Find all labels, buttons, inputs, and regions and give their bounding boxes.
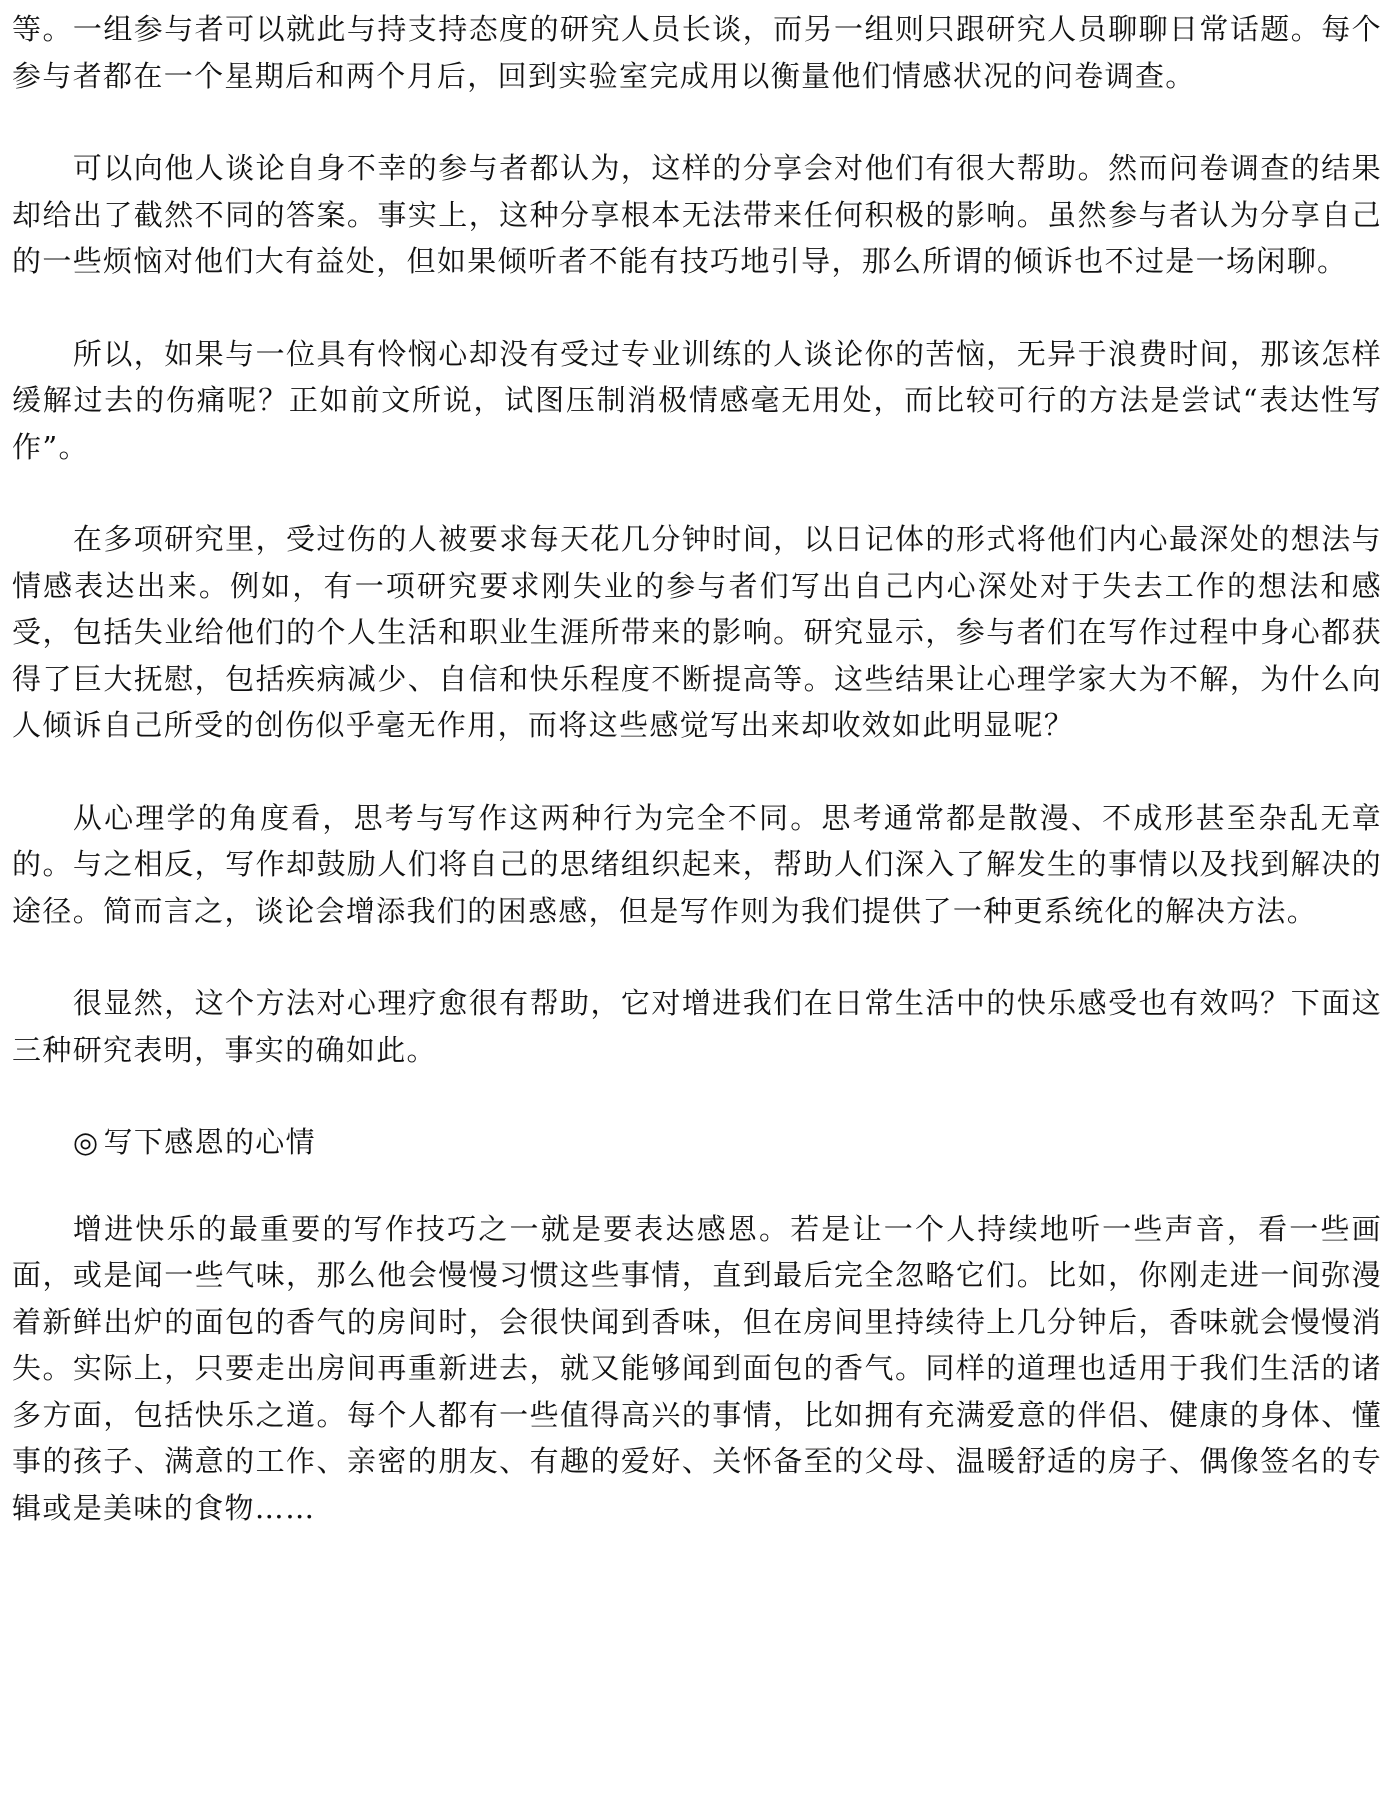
paragraph-2: 可以向他人谈论自身不幸的参与者都认为，这样的分享会对他们有很大帮助。然而问卷调查的结果却给出了截然不同的答案。事实上，这种分享根本无法带来任何积极的影响。虽然参与者认为分享自己的一些烦恼对他们大有益处，但如果倾听者不能有技巧地引导，那么所谓的倾诉也不过是一场闲聊。 xyxy=(12,151,1382,278)
paragraph-7: 增进快乐的最重要的写作技巧之一就是要表达感恩。若是让一个人持续地听一些声音，看一些画面，或是闻一些气味，那么他会慢慢习惯这些事情，直到最后完全忽略它们。比如，你刚走进一间弥漫着新鲜出炉的面包的香气的房间时，会很快闻到香味，但在房间里持续待上几分钟后，香味就会慢慢消失。实际上，只要走出房间再重新进去，就又能够闻到面包的香气。同样的道理也适用于我们生活的诸多方面，包括快乐之道。每个人都有一些值得高兴的事情，比如拥有充满爱意的伴侣、健康的身体、懂事的孩子、满意的工作、亲密的朋友、有趣的爱好、关怀备至的父母、温暖舒适的房子、偶像签名的专辑或是美味的食物…… xyxy=(12,1211,1382,1525)
paragraph-1: 等。一组参与者可以就此与持支持态度的研究人员长谈，而另一组则只跟研究人员聊聊日常话题。每个参与者都在一个星期后和两个月后，回到实验室完成用以衡量他们情感状况的问卷调查。 xyxy=(12,12,1382,93)
heading-bullet-icon: ◎ xyxy=(72,1125,100,1159)
document-page xyxy=(12,6,1382,1531)
paragraph-5: 从心理学的角度看，思考与写作这两种行为完全不同。思考通常都是散漫、不成形甚至杂乱无章的。与之相反，写作却鼓励人们将自己的思绪组织起来，帮助人们深入了解发生的事情以及找到解决的途径。简而言之，谈论会增添我们的困惑感，但是写作则为我们提供了一种更系统化的解决方法。 xyxy=(12,800,1382,928)
paragraph-3: 所以，如果与一位具有怜悯心却没有受过专业训练的人谈论你的苦恼，无异于浪费时间，那该怎样缓解过去的伤痛呢？正如前文所说，试图压制消极情感毫无用处，而比较可行的方法是尝试“表达性写作”。 xyxy=(12,336,1382,464)
section-heading-text: 写下感恩的心情 xyxy=(103,1125,316,1159)
paragraph-6: 很显然，这个方法对心理疗愈很有帮助，它对增进我们在日常生活中的快乐感受也有效吗？下面这三种研究表明，事实的确如此。 xyxy=(12,986,1382,1067)
paragraph-4: 在多项研究里，受过伤的人被要求每天花几分钟时间，以日记体的形式将他们内心最深处的想法与情感表达出来。例如，有一项研究要求刚失业的参与者们写出自己内心深处对于失去工作的想法和感受，包括失业给他们的个人生活和职业生涯所带来的影响。研究显示，参与者们在写作过程中身心都获得了巨大抚慰，包括疾病减少、自信和快乐程度不断提高等。这些结果让心理学家大为不解，为什么向人倾诉自己所受的创伤似乎毫无作用，而将这些感觉写出来却收效如此明显呢？ xyxy=(12,522,1382,742)
section-heading xyxy=(12,1119,1382,1166)
